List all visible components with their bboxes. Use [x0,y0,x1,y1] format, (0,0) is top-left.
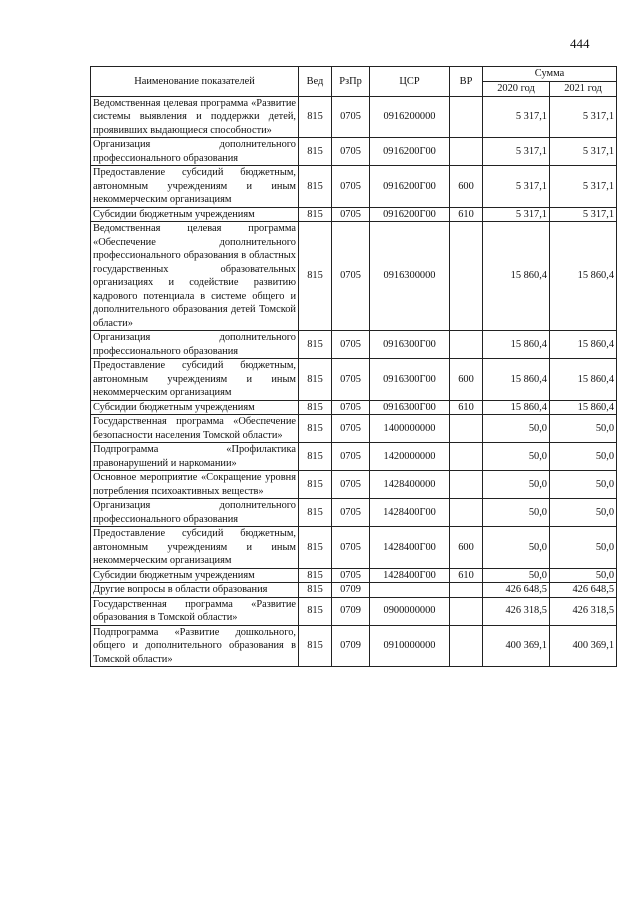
row-vr [450,471,483,499]
row-name: Подпрограмма «Развитие дошкольного, общего и дополнительного образования в Томской области» [91,625,299,667]
row-name: Подпрограмма «Профилактика правонарушений и наркомании» [91,443,299,471]
row-sum-2021: 15 860,4 [550,359,617,401]
row-name: Государственная программа «Развитие образования в Томской области» [91,597,299,625]
row-rzpr: 0705 [332,359,370,401]
row-sum-2020: 400 369,1 [483,625,550,667]
row-csr: 0916300Г00 [370,400,450,415]
row-ved: 815 [299,443,332,471]
row-sum-2021: 15 860,4 [550,222,617,331]
row-sum-2020: 426 318,5 [483,597,550,625]
row-ved: 815 [299,222,332,331]
row-name: Субсидии бюджетным учреждениям [91,207,299,222]
row-ved: 815 [299,138,332,166]
row-vr: 610 [450,568,483,583]
table-row [91,331,617,359]
row-csr: 1420000000 [370,443,450,471]
table-row [91,415,617,443]
table-row [91,597,617,625]
row-sum-2021: 15 860,4 [550,331,617,359]
row-rzpr: 0705 [332,527,370,569]
row-vr: 600 [450,527,483,569]
row-sum-2020: 15 860,4 [483,359,550,401]
row-vr [450,138,483,166]
row-csr: 0916200Г00 [370,207,450,222]
row-csr: 1428400Г00 [370,499,450,527]
row-rzpr: 0705 [332,207,370,222]
row-vr: 610 [450,207,483,222]
row-ved: 815 [299,568,332,583]
row-ved: 815 [299,597,332,625]
row-csr: 0916300Г00 [370,331,450,359]
row-vr: 600 [450,166,483,208]
row-name: Организация дополнительного профессионального образования [91,499,299,527]
header-name: Наименование показателей [91,67,299,97]
header-2020: 2020 год [483,81,550,96]
row-sum-2020: 15 860,4 [483,222,550,331]
row-ved: 815 [299,625,332,667]
table-row [91,583,617,598]
row-rzpr: 0705 [332,222,370,331]
row-rzpr: 0705 [332,443,370,471]
row-sum-2020: 50,0 [483,499,550,527]
row-sum-2020: 5 317,1 [483,138,550,166]
row-name: Другие вопросы в области образования [91,583,299,598]
page-number: 444 [570,36,590,51]
row-rzpr: 0705 [332,415,370,443]
row-sum-2021: 426 318,5 [550,597,617,625]
row-sum-2020: 50,0 [483,415,550,443]
row-ved: 815 [299,207,332,222]
row-sum-2021: 5 317,1 [550,138,617,166]
row-rzpr: 0705 [332,331,370,359]
table-body [91,96,617,667]
table-row [91,499,617,527]
row-name: Ведомственная целевая программа «Развитие системы выявления и поддержки детей, проявивших выдающиеся способности» [91,96,299,138]
row-csr: 0900000000 [370,597,450,625]
row-name: Предоставление субсидий бюджетным, автономным учреждениям и иным некоммерческим организациям [91,359,299,401]
row-rzpr: 0705 [332,96,370,138]
budget-table [90,66,617,667]
row-rzpr: 0709 [332,625,370,667]
row-sum-2020: 50,0 [483,568,550,583]
row-sum-2020: 5 317,1 [483,96,550,138]
table-row [91,471,617,499]
row-csr: 1428400Г00 [370,527,450,569]
header-csr: ЦСР [370,67,450,97]
row-rzpr: 0705 [332,471,370,499]
row-name: Субсидии бюджетным учреждениям [91,400,299,415]
row-vr [450,443,483,471]
row-vr [450,222,483,331]
table-row [91,138,617,166]
table-row [91,443,617,471]
row-sum-2020: 50,0 [483,527,550,569]
table-row [91,568,617,583]
row-ved: 815 [299,583,332,598]
header-vr: ВР [450,67,483,97]
row-rzpr: 0709 [332,597,370,625]
row-vr [450,625,483,667]
table-row [91,96,617,138]
row-ved: 815 [299,96,332,138]
row-name: Предоставление субсидий бюджетным, автономным учреждениям и иным некоммерческим организациям [91,166,299,208]
row-sum-2021: 15 860,4 [550,400,617,415]
table-row [91,625,617,667]
row-rzpr: 0705 [332,499,370,527]
row-ved: 815 [299,331,332,359]
row-csr [370,583,450,598]
row-csr: 0910000000 [370,625,450,667]
row-vr [450,597,483,625]
row-sum-2020: 15 860,4 [483,331,550,359]
header-ved: Вед [299,67,332,97]
row-ved: 815 [299,471,332,499]
row-ved: 815 [299,166,332,208]
row-ved: 815 [299,499,332,527]
row-name: Предоставление субсидий бюджетным, автономным учреждениям и иным некоммерческим организациям [91,527,299,569]
row-sum-2020: 5 317,1 [483,166,550,208]
row-sum-2021: 5 317,1 [550,96,617,138]
row-name: Государственная программа «Обеспечение безопасности населения Томской области» [91,415,299,443]
row-csr: 0916200Г00 [370,166,450,208]
row-name: Организация дополнительного профессионального образования [91,138,299,166]
row-sum-2021: 400 369,1 [550,625,617,667]
row-ved: 815 [299,359,332,401]
row-sum-2021: 426 648,5 [550,583,617,598]
header-2021: 2021 год [550,81,617,96]
table-row [91,527,617,569]
row-ved: 815 [299,400,332,415]
row-name: Ведомственная целевая программа «Обеспечение дополнительного профессионального образования в областных государственных образовательных организациях и содействие развитию кадрового потенциала в системе общего и дополнительного образования детей Томской области» [91,222,299,331]
table-row [91,207,617,222]
row-sum-2021: 5 317,1 [550,207,617,222]
row-csr: 0916300000 [370,222,450,331]
row-csr: 1428400000 [370,471,450,499]
table-row [91,400,617,415]
row-csr: 0916200Г00 [370,138,450,166]
row-name: Субсидии бюджетным учреждениям [91,568,299,583]
row-sum-2021: 5 317,1 [550,166,617,208]
row-ved: 815 [299,415,332,443]
row-csr: 0916200000 [370,96,450,138]
table-row [91,222,617,331]
row-vr [450,499,483,527]
header-sum: Сумма [483,67,617,82]
row-sum-2020: 50,0 [483,471,550,499]
row-rzpr: 0709 [332,583,370,598]
row-vr [450,331,483,359]
row-vr [450,96,483,138]
row-rzpr: 0705 [332,568,370,583]
row-name: Организация дополнительного профессионального образования [91,331,299,359]
row-sum-2020: 15 860,4 [483,400,550,415]
row-vr [450,415,483,443]
row-rzpr: 0705 [332,166,370,208]
row-vr [450,583,483,598]
row-sum-2021: 50,0 [550,415,617,443]
row-csr: 1428400Г00 [370,568,450,583]
row-sum-2021: 50,0 [550,499,617,527]
row-csr: 0916300Г00 [370,359,450,401]
table-row [91,359,617,401]
row-sum-2020: 426 648,5 [483,583,550,598]
row-vr: 610 [450,400,483,415]
row-vr: 600 [450,359,483,401]
row-rzpr: 0705 [332,138,370,166]
row-sum-2020: 5 317,1 [483,207,550,222]
row-sum-2021: 50,0 [550,527,617,569]
row-csr: 1400000000 [370,415,450,443]
row-name: Основное мероприятие «Сокращение уровня потребления психоактивных веществ» [91,471,299,499]
row-ved: 815 [299,527,332,569]
row-sum-2021: 50,0 [550,471,617,499]
row-rzpr: 0705 [332,400,370,415]
header-rzpr: РзПр [332,67,370,97]
row-sum-2021: 50,0 [550,568,617,583]
row-sum-2021: 50,0 [550,443,617,471]
row-sum-2020: 50,0 [483,443,550,471]
table-row [91,166,617,208]
